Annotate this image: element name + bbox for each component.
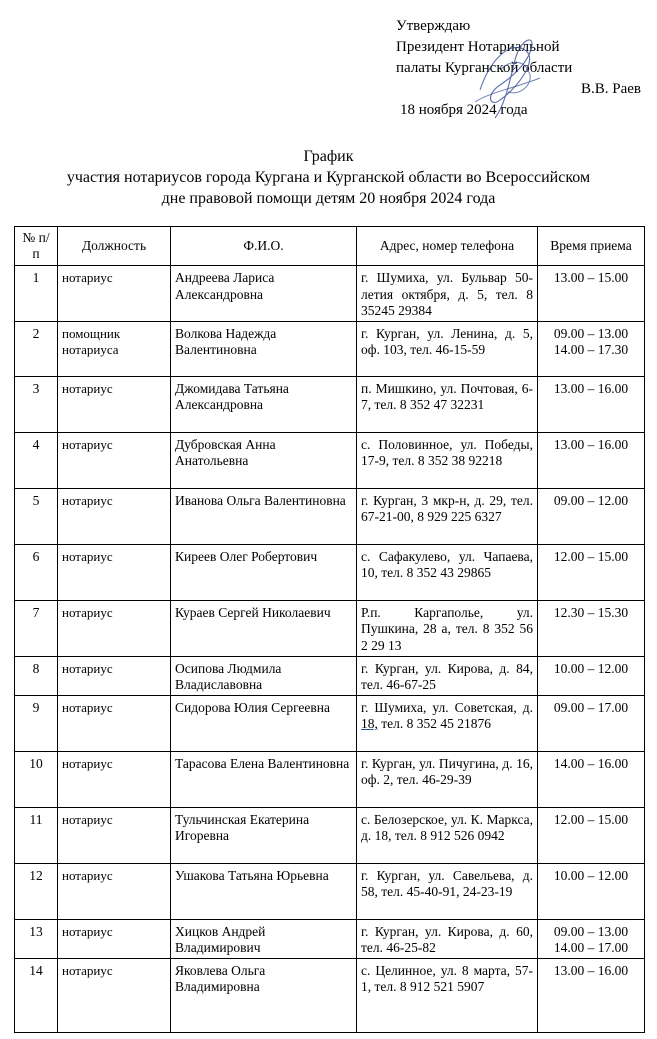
row-position: нотариус bbox=[58, 807, 171, 863]
row-name: Андреева Лариса Александровна bbox=[171, 266, 357, 322]
row-address: с. Целинное, ул. 8 марта, 57-1, тел. 8 912 521 5907 bbox=[357, 958, 538, 1032]
table-header-row bbox=[15, 227, 645, 266]
row-time: 10.00 – 12.00 bbox=[538, 656, 645, 695]
header-address: Адрес, номер телефона bbox=[357, 227, 538, 266]
row-position: нотариус bbox=[58, 656, 171, 695]
header-position: Должность bbox=[58, 227, 171, 266]
table-row bbox=[15, 695, 645, 751]
approval-line: Президент Нотариальной bbox=[396, 39, 560, 55]
row-number: 4 bbox=[15, 432, 58, 488]
row-name: Сидорова Юлия Сергеевна bbox=[171, 695, 357, 751]
header-number: № п/п bbox=[15, 227, 58, 266]
table-row bbox=[15, 807, 645, 863]
row-address: г. Курган, ул. Пичугина, д. 16, оф. 2, тел. 46-29-39 bbox=[357, 751, 538, 807]
table-row bbox=[15, 958, 645, 1032]
row-position: нотариус bbox=[58, 266, 171, 322]
address-underlined-text: 18, bbox=[361, 716, 378, 731]
address-text: тел. 8 352 45 21876 bbox=[377, 716, 492, 731]
table-row bbox=[15, 376, 645, 432]
row-name: Осипова Людмила Владиславовна bbox=[171, 656, 357, 695]
approval-signer: В.В. Раев bbox=[581, 81, 641, 97]
row-time: 12.00 – 15.00 bbox=[538, 544, 645, 600]
row-time-second: 14.00 – 17.30 bbox=[553, 342, 629, 357]
row-address: п. Мишкино, ул. Почтовая, 6-7, тел. 8 352 47 32231 bbox=[357, 376, 538, 432]
row-number: 1 bbox=[15, 266, 58, 322]
row-position: нотариус bbox=[58, 432, 171, 488]
row-address: г. Курган, 3 мкр-н, д. 29, тел. 67-21-00, 8 929 225 6327 bbox=[357, 488, 538, 544]
row-number: 14 bbox=[15, 958, 58, 1032]
row-number: 9 bbox=[15, 695, 58, 751]
row-address: с. Белозерское, ул. К. Маркса, д. 18, тел. 8 912 526 0942 bbox=[357, 807, 538, 863]
row-time-second: 14.00 – 17.00 bbox=[553, 940, 629, 955]
row-name: Хицков Андрей Владимирович bbox=[171, 919, 357, 958]
row-time bbox=[538, 919, 645, 958]
row-address: Р.п. Каргаполье, ул. Пушкина, 28 а, тел. 8 352 56 2 29 13 bbox=[357, 600, 538, 656]
approval-line: палаты Курганской области bbox=[396, 60, 573, 76]
row-number: 5 bbox=[15, 488, 58, 544]
row-time: 12.00 – 15.00 bbox=[538, 807, 645, 863]
row-position: нотариус bbox=[58, 863, 171, 919]
row-name: Кураев Сергей Николаевич bbox=[171, 600, 357, 656]
row-number: 6 bbox=[15, 544, 58, 600]
row-position: помощник нотариуса bbox=[58, 321, 171, 376]
title-heading: График bbox=[303, 148, 354, 165]
row-name: Киреев Олег Робертович bbox=[171, 544, 357, 600]
document-title bbox=[0, 146, 657, 209]
row-position: нотариус bbox=[58, 488, 171, 544]
row-number: 12 bbox=[15, 863, 58, 919]
table-row bbox=[15, 321, 645, 376]
handwritten-signature bbox=[470, 30, 550, 120]
table-row bbox=[15, 600, 645, 656]
row-time: 09.00 – 12.00 bbox=[538, 488, 645, 544]
row-address: с. Половинное, ул. Победы, 17-9, тел. 8 352 38 92218 bbox=[357, 432, 538, 488]
title-subline: дне правовой помощи детям 20 ноября 2024 года bbox=[161, 190, 496, 207]
row-name: Джомидава Татьяна Александровна bbox=[171, 376, 357, 432]
approval-date: 18 ноября 2024 года bbox=[400, 102, 528, 118]
row-address bbox=[357, 695, 538, 751]
approval-line: Утверждаю bbox=[396, 18, 471, 34]
row-time-first: 09.00 – 13.00 bbox=[553, 923, 629, 939]
row-number: 8 bbox=[15, 656, 58, 695]
row-position: нотариус bbox=[58, 695, 171, 751]
row-time: 14.00 – 16.00 bbox=[538, 751, 645, 807]
row-position: нотариус bbox=[58, 919, 171, 958]
row-position: нотариус bbox=[58, 600, 171, 656]
row-address: г. Шумиха, ул. Бульвар 50-летия октября, д. 5, тел. 8 35245 29384 bbox=[357, 266, 538, 322]
row-name: Иванова Ольга Валентиновна bbox=[171, 488, 357, 544]
row-number: 10 bbox=[15, 751, 58, 807]
row-address: г. Курган, ул. Кирова, д. 60, тел. 46-25-82 bbox=[357, 919, 538, 958]
row-number: 2 bbox=[15, 321, 58, 376]
row-time bbox=[538, 321, 645, 376]
row-number: 11 bbox=[15, 807, 58, 863]
row-time: 10.00 – 12.00 bbox=[538, 863, 645, 919]
row-time: 13.00 – 16.00 bbox=[538, 432, 645, 488]
row-position: нотариус bbox=[58, 751, 171, 807]
table-row bbox=[15, 544, 645, 600]
row-address: г. Курган, ул. Ленина, д. 5, оф. 103, тел. 46-15-59 bbox=[357, 321, 538, 376]
title-subline: участия нотариусов города Кургана и Курганской области во Всероссийском bbox=[66, 169, 591, 186]
row-name: Тульчинская Екатерина Игоревна bbox=[171, 807, 357, 863]
table-row bbox=[15, 656, 645, 695]
table-row bbox=[15, 266, 645, 322]
table-row bbox=[15, 863, 645, 919]
row-address: с. Сафакулево, ул. Чапаева, 10, тел. 8 352 43 29865 bbox=[357, 544, 538, 600]
header-time: Время приема bbox=[538, 227, 645, 266]
address-text: г. Шумиха, ул. Советская, д. bbox=[361, 699, 533, 715]
row-name: Яковлева Ольга Владимировна bbox=[171, 958, 357, 1032]
row-address: г. Курган, ул. Савельева, д. 58, тел. 45-40-91, 24-23-19 bbox=[357, 863, 538, 919]
row-number: 3 bbox=[15, 376, 58, 432]
header-name: Ф.И.О. bbox=[171, 227, 357, 266]
row-name: Ушакова Татьяна Юрьевна bbox=[171, 863, 357, 919]
row-time: 13.00 – 15.00 bbox=[538, 266, 645, 322]
row-name: Дубровская Анна Анатольевна bbox=[171, 432, 357, 488]
row-time: 13.00 – 16.00 bbox=[538, 376, 645, 432]
table-row bbox=[15, 432, 645, 488]
row-number: 13 bbox=[15, 919, 58, 958]
row-name: Волкова Надежда Валентиновна bbox=[171, 321, 357, 376]
table-row bbox=[15, 488, 645, 544]
row-number: 7 bbox=[15, 600, 58, 656]
schedule-table bbox=[14, 226, 645, 1033]
row-time-first: 09.00 – 13.00 bbox=[553, 325, 629, 341]
row-address: г. Курган, ул. Кирова, д. 84, тел. 46-67-25 bbox=[357, 656, 538, 695]
row-name: Тарасова Елена Валентиновна bbox=[171, 751, 357, 807]
row-time: 13.00 – 16.00 bbox=[538, 958, 645, 1032]
table-row bbox=[15, 919, 645, 958]
row-position: нотариус bbox=[58, 544, 171, 600]
row-time: 09.00 – 17.00 bbox=[538, 695, 645, 751]
row-time: 12.30 – 15.30 bbox=[538, 600, 645, 656]
row-position: нотариус bbox=[58, 376, 171, 432]
row-position: нотариус bbox=[58, 958, 171, 1032]
table-row bbox=[15, 751, 645, 807]
